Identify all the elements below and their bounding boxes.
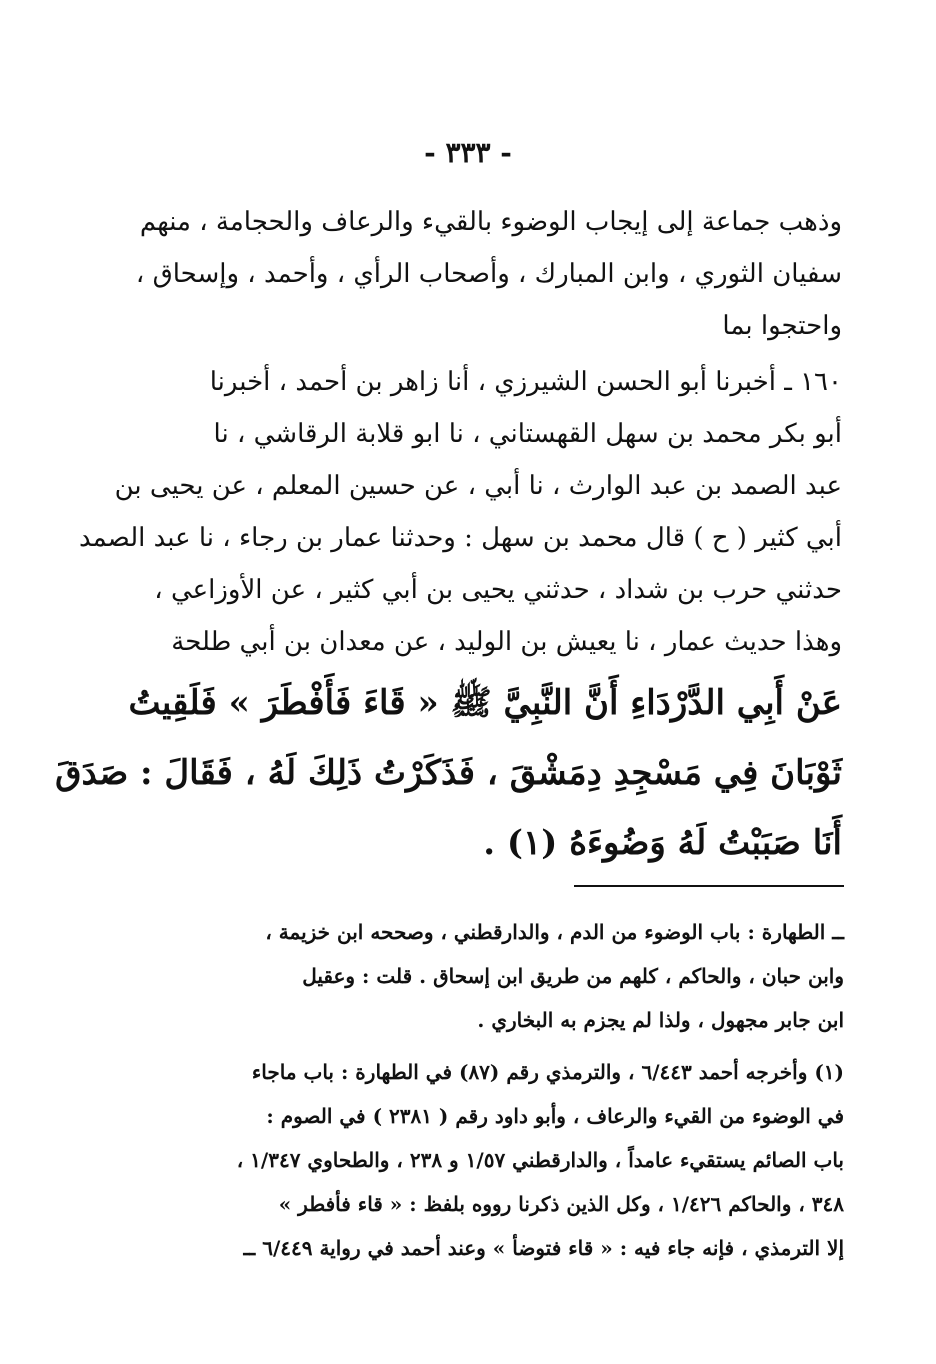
footnote-line: ابن جابر مجهول ، ولذا لم يجزم به البخاري . (477, 1008, 844, 1032)
footnote-line: ٣٤٨ ، والحاكم ١/٤٢٦ ، وكل الذين ذكرنا رووه بلفظ : « قاء فأفطر » (278, 1192, 844, 1216)
footnote-line: إلا الترمذي ، فإنه جاء فيه : « قاء فتوضأ » وعند أحمد في رواية ٦/٤٤٩ ــ (243, 1236, 844, 1260)
text-line: حدثني حرب بن شداد ، حدثني يحيى بن أبي كثير ، عن الأوزاعي ، (154, 575, 842, 605)
text-line: أبو بكر محمد بن سهل القهستاني ، نا ابو قلابة الرقاشي ، نا (213, 419, 842, 449)
footnote-line: باب الصائم يستقيء عامداً ، والدارقطني ١/٥٧ و ٢٣٨ ، والطحاوي ١/٣٤٧ ، (236, 1148, 844, 1172)
hadith-line: أَنَا صَبَبْتُ لَهُ وَضُوءَهُ (١) . (483, 823, 842, 863)
paragraph-intro (135, 196, 842, 352)
footnote-1 (178, 1050, 844, 1270)
hadith-text (55, 668, 842, 878)
footnote-continued (180, 910, 844, 1042)
page-number: - ٣٣٣ - (424, 136, 512, 169)
hadith-line: عَنْ أَبِي الدَّرْدَاءِ أَنَّ النَّبِيَّ ﷺ « قَاءَ فَأَفْطَرَ » فَلَقِيتُ (128, 683, 842, 723)
text-line: ١٦٠ ـ أخبرنا أبو الحسن الشيرزي ، أنا زاهر بن أحمد ، أخبرنا (209, 367, 842, 397)
hadith-line: ثَوْبَانَ فِي مَسْجِدِ دِمَشْقَ ، فَذَكَرْتُ ذَلِكَ لَهُ ، فَقَالَ : صَدَقَ (55, 753, 842, 793)
text-line: وهذا حديث عمار ، نا يعيش بن الوليد ، عن معدان بن أبي طلحة (171, 627, 842, 657)
text-line: وذهب جماعة إلى إيجاب الوضوء بالقيء والرعاف والحجامة ، منهم (139, 207, 842, 237)
text-line: أبي كثير ( ح ) قال محمد بن سهل : وحدثنا عمار بن رجاء ، نا عبد الصمد (78, 523, 842, 553)
footnote-line: ــ الطهارة : باب الوضوء من الدم ، والدارقطني ، وصححه ابن خزيمة ، (265, 920, 844, 944)
footnote-divider (574, 885, 844, 887)
paragraph-isnad (78, 356, 842, 668)
text-line: واحتجوا بما (722, 311, 842, 341)
text-line: سفيان الثوري ، وابن المبارك ، وأصحاب الرأي ، وأحمد ، وإسحاق ، (135, 259, 842, 289)
footnote-line: وابن حبان ، والحاكم ، كلهم من طريق ابن إسحاق . قلت : وعقيل (302, 964, 844, 988)
footnote-line: (١) وأخرجه أحمد ٦/٤٤٣ ، والترمذي رقم (٨٧) في الطهارة : باب ماجاء (251, 1060, 844, 1084)
footnote-line: في الوضوء من القيء والرعاف ، وأبو داود رقم ( ٢٣٨١ ) في الصوم : (266, 1104, 844, 1128)
text-line: عبد الصمد بن عبد الوارث ، نا أبي ، عن حسين المعلم ، عن يحيى بن (114, 471, 842, 501)
